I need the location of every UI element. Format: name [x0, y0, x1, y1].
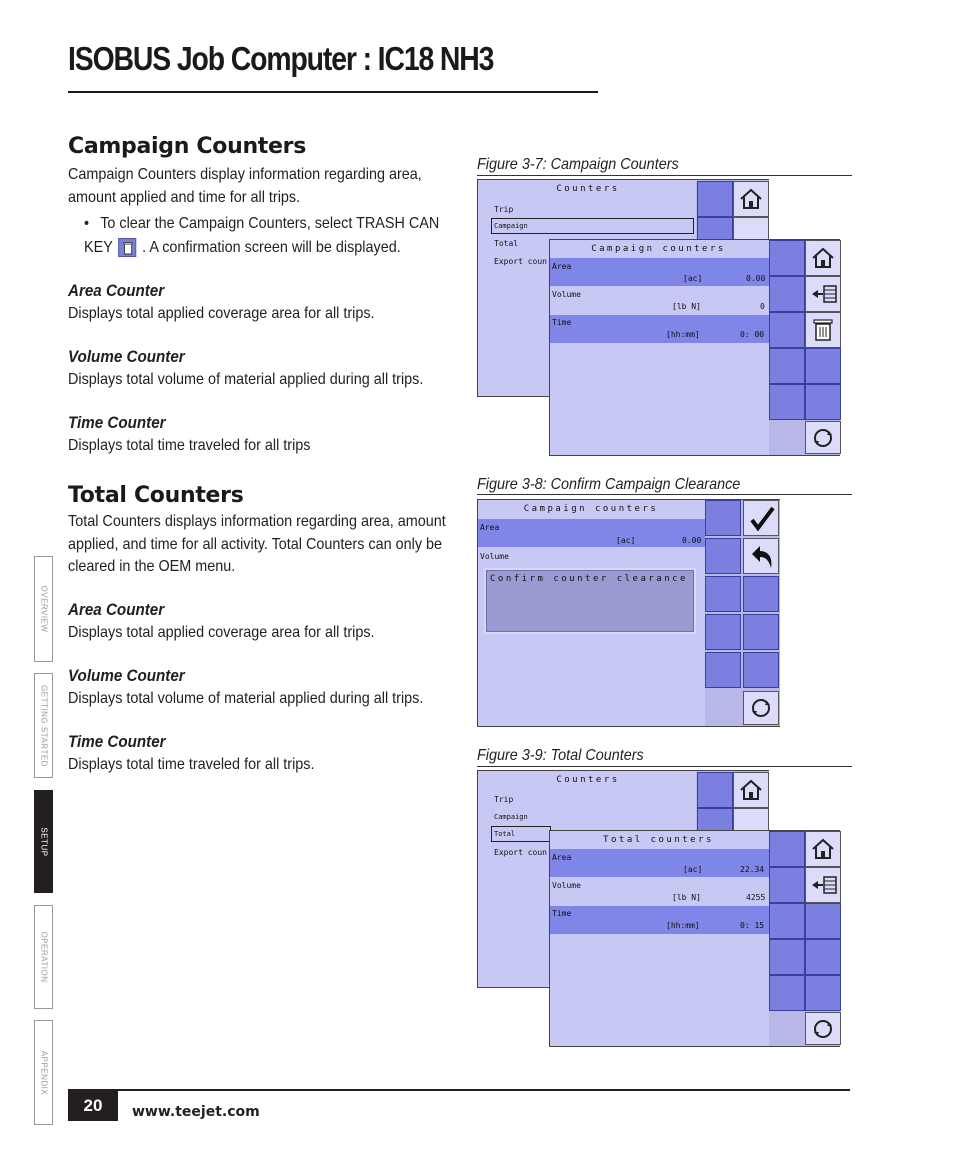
fig8-softkey[interactable]: [743, 576, 779, 612]
title-rule: [68, 91, 598, 93]
fig7-front-screen: [549, 239, 840, 456]
fig7-volume-label: Volume: [552, 290, 581, 299]
fig8-softkey[interactable]: [743, 614, 779, 650]
fig8-area-band: [478, 519, 705, 547]
fig8-volume-label: Volume: [480, 552, 509, 561]
total-volume-heading: Volume Counter: [68, 667, 185, 685]
fig7-front-softkeys: [769, 240, 840, 455]
fig9-menu-total[interactable]: Total: [494, 830, 516, 838]
back-list-icon[interactable]: [805, 276, 841, 312]
fig9-menu-campaign[interactable]: Campaign: [494, 813, 528, 821]
fig9-softkey[interactable]: [769, 831, 805, 867]
fig9-time-unit: [hh:mm]: [666, 921, 700, 930]
confirm-dialog-text: Confirm counter clearance: [490, 574, 688, 584]
fig7-front-title: Campaign counters: [591, 244, 726, 254]
fig7-area-value: 0.00: [746, 274, 766, 283]
fig9-volume-value: 4255: [746, 893, 766, 902]
fig7-time-unit: [hh:mm]: [666, 330, 700, 339]
fig8-softkey[interactable]: [705, 614, 741, 650]
campaign-volume-text: Displays total volume of material applied during all trips.: [68, 371, 424, 388]
fig7-menu-export[interactable]: Export coun: [494, 257, 547, 266]
fig7-back-title: Counters: [556, 184, 620, 194]
fig9-menu-export[interactable]: Export coun: [494, 848, 547, 857]
fig7-softkey[interactable]: [805, 348, 841, 384]
home-icon[interactable]: [733, 181, 769, 217]
tab-operation-label: OPERATION: [39, 931, 48, 983]
campaign-intro: Campaign Counters display information regarding area, amount applied and time for all trips.: [68, 166, 422, 206]
fig9-back-title: Counters: [556, 775, 620, 785]
total-area-text: Displays total applied coverage area for all trips.: [68, 624, 375, 641]
cycle-icon[interactable]: [805, 421, 841, 454]
fig7-time-band: [550, 315, 769, 343]
campaign-heading: Campaign Counters: [68, 134, 306, 159]
footer-rule: [68, 1089, 850, 1091]
cycle-icon[interactable]: [805, 1012, 841, 1045]
fig9-volume-label: Volume: [552, 881, 581, 890]
fig8-area-unit: [ac]: [616, 536, 636, 545]
fig8-softkey[interactable]: [705, 652, 741, 688]
fig8-rule: [477, 494, 852, 495]
tab-overview-label: OVERVIEW: [39, 585, 48, 633]
bullet-text-after: . A confirmation screen will be displayed.: [142, 239, 401, 256]
fig9-back-key[interactable]: [697, 772, 733, 808]
tab-overview[interactable]: [34, 556, 53, 662]
fig9-time-band: [550, 906, 769, 934]
fig7-softkey[interactable]: [769, 276, 805, 312]
fig7-softkey[interactable]: [769, 384, 805, 420]
fig9-area-band: [550, 849, 769, 877]
total-time-text: Displays total time traveled for all trips.: [68, 756, 315, 773]
fig9-softkey[interactable]: [769, 975, 805, 1011]
total-heading: Total Counters: [68, 483, 244, 508]
fig9-front-title: Total counters: [603, 835, 714, 845]
fig7-softkey[interactable]: [805, 384, 841, 420]
fig7-caption: Figure 3-7: Campaign Counters: [477, 156, 679, 173]
fig7-softkey[interactable]: [769, 240, 805, 276]
tab-appendix-label: APPENDIX: [39, 1050, 48, 1095]
fig7-rule: [477, 175, 852, 176]
fig7-softkey[interactable]: [769, 312, 805, 348]
fig7-volume-unit: [lb N]: [672, 302, 701, 311]
tab-operation[interactable]: [34, 905, 53, 1009]
fig9-front-screen: [549, 830, 840, 1047]
campaign-time-text: Displays total time traveled for all trips: [68, 437, 311, 454]
home-icon[interactable]: [805, 831, 841, 867]
fig7-time-label: Time: [552, 318, 572, 327]
checkmark-icon[interactable]: [743, 500, 779, 536]
page-number: 20: [68, 1091, 118, 1121]
fig9-area-value: 22.34: [740, 865, 765, 874]
total-volume-text: Displays total volume of material applied during all trips.: [68, 690, 424, 707]
fig9-softkey[interactable]: [769, 903, 805, 939]
fig9-softkey[interactable]: [805, 975, 841, 1011]
fig9-time-label: Time: [552, 909, 572, 918]
campaign-area-text: Displays total applied coverage area for all trips.: [68, 305, 375, 322]
fig8-softkey[interactable]: [705, 576, 741, 612]
page-title: ISOBUS Job Computer : IC18 NH3: [68, 40, 494, 77]
trash-can-key-icon: [118, 238, 136, 257]
tab-setup-label: SETUP: [39, 826, 48, 857]
fig7-volume-value: 0: [760, 302, 765, 311]
tab-appendix[interactable]: [34, 1020, 53, 1125]
tab-getting-started[interactable]: [34, 673, 53, 778]
fig9-menu-trip[interactable]: Trip: [494, 795, 514, 804]
tab-setup[interactable]: [34, 790, 53, 893]
fig9-softkey[interactable]: [805, 939, 841, 975]
fig9-caption: Figure 3-9: Total Counters: [477, 747, 644, 764]
back-list-icon[interactable]: [805, 867, 841, 903]
confirm-dialog: [484, 568, 696, 634]
campaign-volume-heading: Volume Counter: [68, 348, 185, 366]
fig9-softkey[interactable]: [769, 867, 805, 903]
fig7-area-band: [550, 258, 769, 286]
fig8-screen: [477, 499, 780, 727]
footer-url[interactable]: www.teejet.com: [132, 1104, 260, 1120]
fig8-softkey[interactable]: [705, 538, 741, 574]
trash-can-icon[interactable]: [805, 312, 841, 348]
fig7-area-unit: [ac]: [683, 274, 703, 283]
fig7-area-label: Area: [552, 262, 572, 271]
fig8-title: Campaign counters: [523, 504, 659, 514]
total-intro: Total Counters displays information regarding area, amount applied, and time for all activity. Total Counters can only be cleared in the OEM menu.: [68, 513, 446, 575]
fig9-volume-unit: [lb N]: [672, 893, 701, 902]
fig7-back-key[interactable]: [697, 181, 733, 217]
undo-arrow-icon[interactable]: [743, 538, 779, 574]
fig9-time-value: 0: 15: [740, 921, 765, 930]
fig7-menu-trip[interactable]: Trip: [494, 205, 514, 214]
total-area-heading: Area Counter: [68, 601, 165, 619]
fig9-softkey[interactable]: [805, 903, 841, 939]
total-time-heading: Time Counter: [68, 733, 166, 751]
fig7-softkey[interactable]: [769, 348, 805, 384]
bullet-text-before: To clear the Campaign Counters, select TRASH CAN KEY: [84, 215, 440, 256]
campaign-area-heading: Area Counter: [68, 282, 165, 300]
fig8-area-value: 0.00: [682, 536, 702, 545]
home-icon[interactable]: [805, 240, 841, 276]
fig8-softkey[interactable]: [743, 652, 779, 688]
fig7-time-value: 0: 00: [740, 330, 765, 339]
fig9-area-unit: [ac]: [683, 865, 703, 874]
tab-getting-started-label: GETTING STARTED: [39, 684, 48, 767]
fig8-softkey[interactable]: [705, 500, 741, 536]
home-icon[interactable]: [733, 772, 769, 808]
fig9-softkey[interactable]: [769, 939, 805, 975]
cycle-icon[interactable]: [743, 691, 779, 725]
fig9-front-softkeys: [769, 831, 840, 1046]
fig9-area-label: Area: [552, 853, 572, 862]
campaign-time-heading: Time Counter: [68, 414, 166, 432]
fig7-menu-total[interactable]: Total: [494, 239, 519, 248]
fig7-menu-campaign[interactable]: Campaign: [494, 222, 528, 230]
fig8-caption: Figure 3-8: Confirm Campaign Clearance: [477, 476, 741, 493]
fig8-softkeys: [705, 500, 780, 726]
campaign-bullet: • To clear the Campaign Counters, select TRASH CAN KEY . A confirmation screen will be displayed.: [84, 215, 440, 256]
fig8-area-label: Area: [480, 523, 500, 532]
fig9-rule: [477, 766, 852, 767]
